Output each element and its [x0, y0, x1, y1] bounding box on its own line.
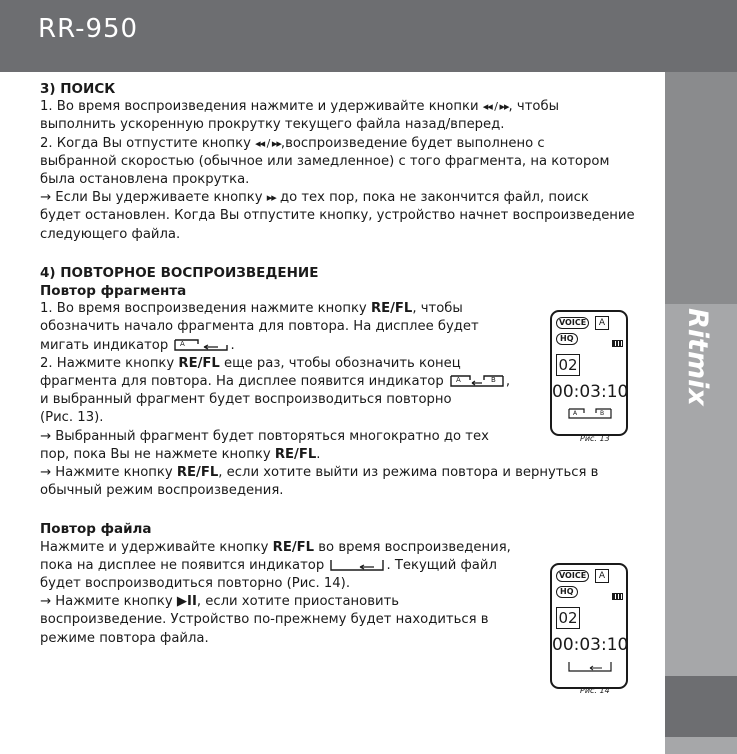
rew-ff-icon: ◂◂ / ▸▸ — [482, 100, 509, 114]
text-line: Нажмите и удерживайте кнопку RE/FL во время воспроизведения, — [40, 539, 511, 555]
text-line: будет остановлен. Когда Вы отпустите кнопку, устройство начнет воспроизведение — [40, 208, 635, 224]
section-4-title: 4) ПОВТОРНОЕ ВОСПРОИЗВЕДЕНИЕ — [40, 264, 319, 281]
brand-logo: Ritmix — [682, 308, 713, 406]
text-line: → Если Вы удерживаете кнопку ▸▸ до тех пор, пока не закончится файл, поиск — [40, 190, 589, 206]
voice-icon: VOICE — [556, 317, 589, 329]
hq-icon: HQ — [556, 586, 578, 598]
text-line: обозначить начало фрагмента для повтора. На дисплее будет — [40, 319, 479, 335]
indicator-a-label: A — [455, 376, 461, 385]
text-line: выбранной скоростью (обычное или замедленное) с того фрагмента, на котором — [40, 153, 610, 169]
page-header — [0, 0, 737, 72]
side-tab-bottom — [665, 676, 737, 737]
lcd-display-fig13 — [550, 310, 628, 436]
text-line: выполнить ускоренную прокрутку текущего файла назад/вперед. — [40, 117, 505, 133]
text-line: пор, пока Вы не нажмете кнопку RE/FL. — [40, 446, 321, 462]
text-line: → Нажмите кнопку ▶II, если хотите приостановить — [40, 594, 400, 610]
repeat-ab-indicator-icon — [568, 408, 612, 419]
section-3-title: 3) ПОИСК — [40, 81, 116, 97]
re-fl-key: RE/FL — [370, 301, 413, 317]
voice-icon: VOICE — [556, 570, 589, 582]
battery-icon — [612, 340, 623, 347]
time-display: 00:03:10 — [552, 382, 629, 402]
time-display: 00:03:10 — [552, 635, 629, 655]
text-line: 2. Нажмите кнопку RE/FL еще раз, чтобы обозначить конец — [40, 355, 461, 371]
indicator-a-label: A — [180, 339, 186, 348]
track-number: 02 — [556, 607, 580, 629]
text-line: → Выбранный фрагмент будет повторяться многократно до тех — [40, 428, 489, 444]
track-number: 02 — [556, 354, 580, 376]
hq-icon: HQ — [556, 333, 578, 345]
text-line: была остановлена прокрутка. — [40, 172, 250, 188]
text-line: 1. Во время воспроизведения нажмите и удерживайте кнопки ◂◂ / ▸▸, чтобы — [40, 99, 560, 115]
text-line: 2. Когда Вы отпустите кнопку ◂◂ / ▸▸,воспроизведение будет выполнено с — [40, 135, 545, 151]
mode-indicator: A — [595, 316, 609, 330]
indicator-b-label: B — [490, 376, 496, 385]
text-line: следующего файла. — [40, 226, 181, 242]
indicator-a-label: A — [573, 410, 578, 417]
text-line: мигать индикатор A . — [40, 337, 235, 353]
repeat-ab-indicator-icon — [450, 375, 504, 387]
figure-13-caption: Рис. 13 — [580, 434, 610, 443]
lcd-display-fig14 — [550, 563, 628, 689]
battery-icon — [612, 593, 623, 600]
text-line: воспроизведение. Устройство по-прежнему будет находиться в — [40, 612, 489, 628]
text-line: режиме повтора файла. — [40, 630, 209, 646]
subsection-fragment-title: Повтор фрагмента — [40, 283, 187, 300]
play-pause-icon: ▶II — [176, 594, 197, 610]
text-line: будет воспроизводиться повторно (Рис. 14). — [40, 576, 351, 592]
text-line: пока на дисплее не появится индикатор . Текущий файл — [40, 557, 497, 573]
repeat-file-indicator-icon — [568, 661, 612, 672]
subsection-file-title: Повтор файла — [40, 521, 152, 538]
text-line: → Нажмите кнопку RE/FL, если хотите выйти из режима повтора и вернуться в — [40, 465, 599, 481]
repeat-file-indicator-icon — [330, 559, 384, 571]
re-fl-key: RE/FL — [272, 539, 315, 555]
model-title: RR-950 — [38, 14, 139, 44]
text-line: 1. Во время воспроизведения нажмите кнопку RE/FL, чтобы — [40, 301, 463, 317]
re-fl-key: RE/FL — [178, 355, 220, 371]
indicator-b-label: B — [600, 410, 605, 417]
text-line: (Рис. 13). — [40, 410, 104, 426]
ff-icon: ▸▸ — [266, 191, 276, 205]
re-fl-key: RE/FL — [274, 446, 317, 462]
rew-ff-icon: ◂◂ / ▸▸ — [255, 136, 281, 150]
mode-indicator: A — [595, 569, 609, 583]
repeat-a-indicator-icon — [174, 339, 228, 351]
figure-14-caption: Рис. 14 — [580, 686, 610, 695]
text-line: и выбранный фрагмент будет воспроизводиться повторно — [40, 392, 452, 408]
text-line: обычный режим воспроизведения. — [40, 483, 284, 499]
re-fl-key: RE/FL — [176, 465, 219, 481]
text-line: фрагмента для повтора. На дисплее появится индикатор A B , — [40, 374, 511, 390]
